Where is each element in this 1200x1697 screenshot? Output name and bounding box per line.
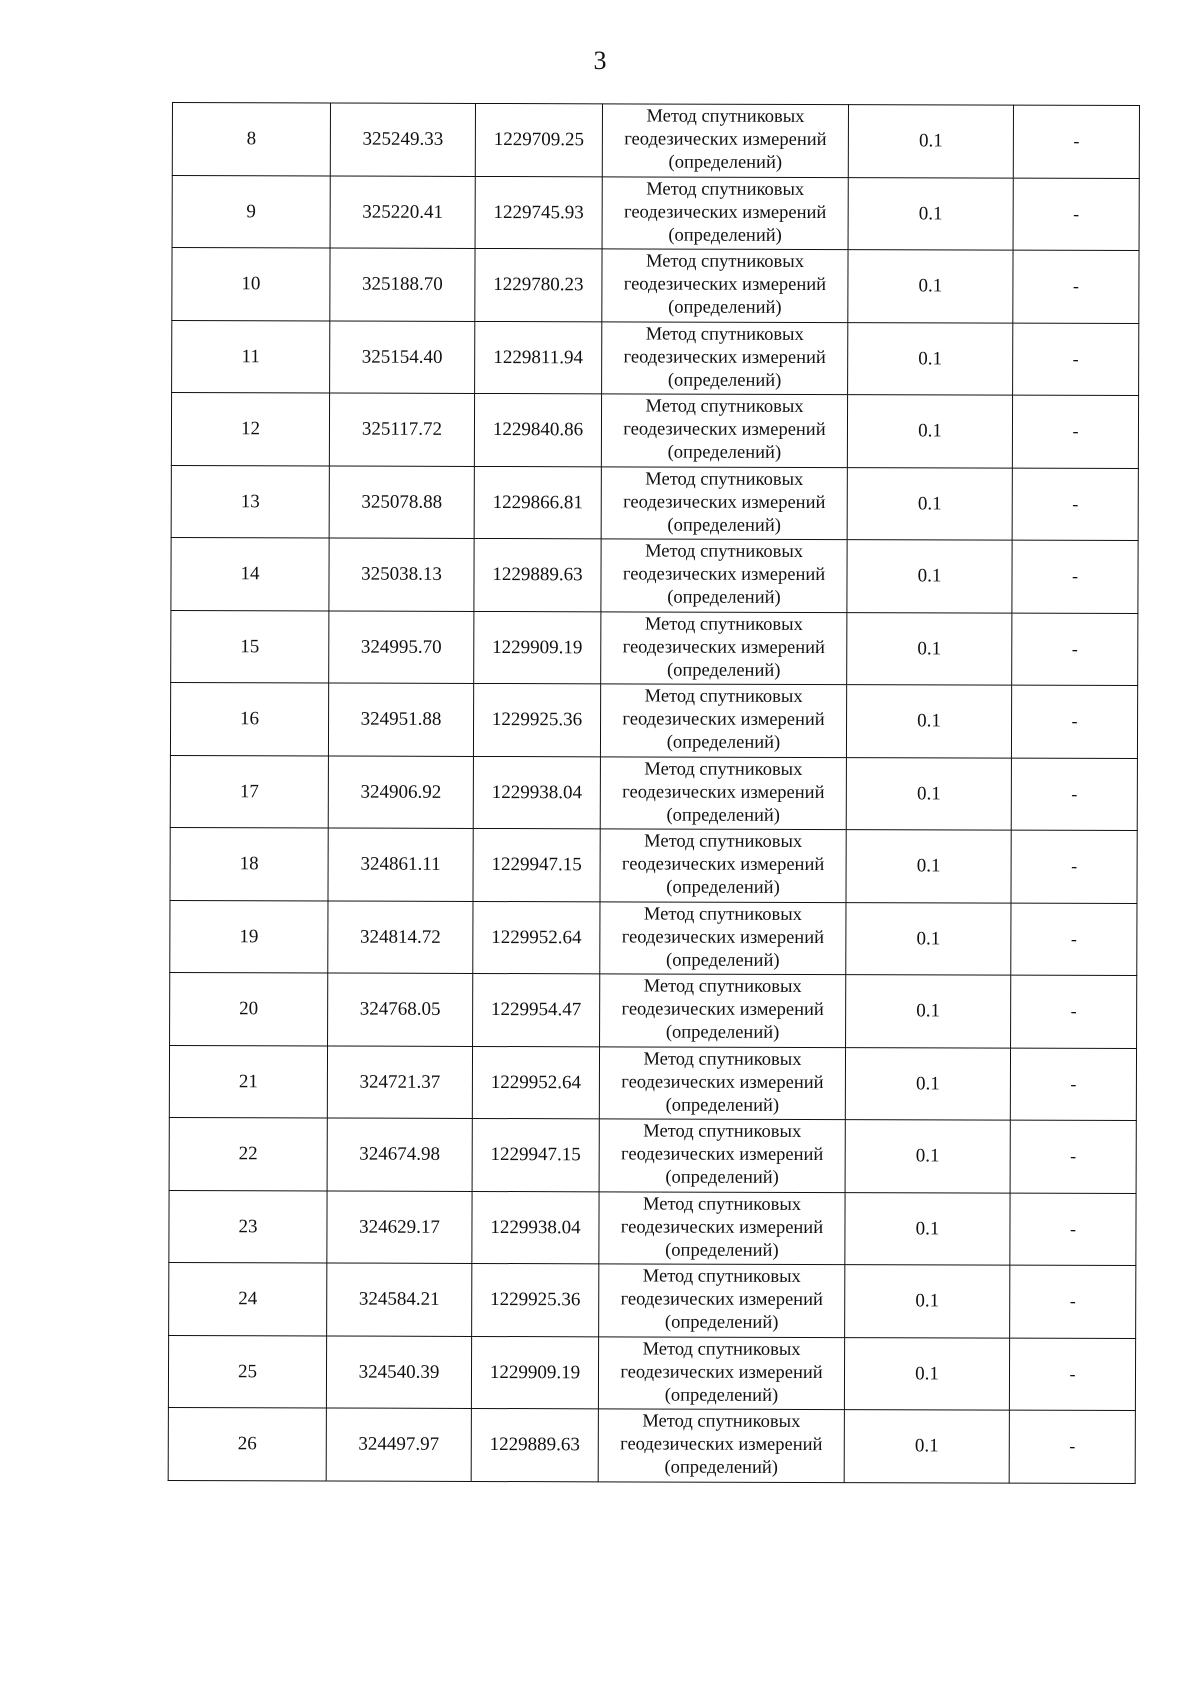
method-cell [600, 974, 846, 1047]
x-coordinate-cell: 325078.88 [329, 465, 474, 538]
y-coordinate-cell: 1229954.47 [473, 973, 600, 1046]
method-line: Метод спутниковых [643, 1121, 802, 1143]
method-cell [599, 1264, 845, 1337]
x-coordinate-cell: 324584.21 [327, 1263, 472, 1336]
table-row [169, 1045, 1136, 1121]
note-cell: - [1010, 1048, 1136, 1121]
x-coordinate-cell: 325249.33 [330, 103, 475, 176]
accuracy-cell: 0.1 [846, 757, 1011, 830]
note-cell: - [1012, 468, 1138, 541]
table-row [169, 1117, 1136, 1193]
note-cell: - [1011, 758, 1137, 831]
table-row [168, 1407, 1135, 1483]
method-line: (определений) [667, 515, 781, 536]
accuracy-cell: 0.1 [845, 1120, 1010, 1193]
method-line: Метод спутниковых [646, 179, 805, 200]
note-cell: - [1012, 395, 1138, 468]
accuracy-cell: 0.1 [848, 105, 1013, 178]
method-line: геодезических измерений [623, 347, 826, 368]
y-coordinate-cell: 1229909.19 [471, 1336, 598, 1409]
method-line: (определений) [666, 877, 780, 899]
point-number-cell: 25 [168, 1335, 326, 1408]
method-line: (определений) [665, 1095, 780, 1116]
method-cell [600, 901, 846, 974]
y-coordinate-cell: 1229745.93 [475, 176, 602, 249]
point-number-cell: 15 [171, 610, 329, 683]
table-row [170, 972, 1137, 1048]
x-coordinate-cell: 324497.97 [326, 1408, 471, 1481]
note-cell: - [1011, 903, 1137, 976]
page-number: 3 [593, 46, 607, 75]
point-number-cell: 14 [171, 537, 329, 610]
method-line: Метод спутниковых [645, 469, 804, 490]
method-cell [600, 684, 846, 757]
coordinates-table-container [168, 102, 1139, 1484]
accuracy-cell: 0.1 [846, 685, 1011, 758]
method-line: геодезических измерений [621, 854, 825, 876]
method-line: Метод спутниковых [642, 1339, 801, 1360]
method-line: (определений) [664, 1457, 778, 1479]
method-line: Метод спутниковых [645, 324, 804, 345]
method-cell [601, 394, 847, 467]
method-line: Метод спутниковых [644, 831, 803, 853]
table-body [168, 103, 1139, 1484]
method-cell [598, 1409, 844, 1482]
accuracy-cell: 0.1 [845, 1192, 1010, 1265]
method-line: Метод спутниковых [644, 614, 803, 635]
x-coordinate-cell: 325220.41 [330, 175, 475, 248]
table-row [171, 610, 1138, 686]
table-row [172, 320, 1139, 396]
method-line: (определений) [665, 1167, 779, 1189]
point-number-cell: 24 [169, 1262, 327, 1335]
note-cell: - [1011, 830, 1137, 903]
method-line: (определений) [668, 297, 782, 319]
table-row [172, 103, 1139, 179]
accuracy-cell: 0.1 [847, 395, 1012, 468]
method-line: (определений) [665, 1022, 780, 1044]
method-line: Метод спутниковых [645, 541, 804, 563]
method-line: геодезических измерений [620, 1434, 823, 1456]
accuracy-cell: 0.1 [844, 1410, 1009, 1483]
accuracy-cell: 0.1 [846, 830, 1011, 903]
table-row [171, 537, 1138, 613]
accuracy-cell: 0.1 [847, 467, 1012, 540]
y-coordinate-cell: 1229889.63 [474, 538, 601, 611]
method-line: (определений) [667, 370, 782, 391]
point-number-cell: 21 [169, 1045, 327, 1118]
table-row [171, 465, 1138, 541]
point-number-cell: 16 [170, 682, 328, 755]
point-number-cell: 23 [169, 1190, 327, 1263]
point-number-cell: 18 [170, 827, 328, 900]
method-line: геодезических измерений [623, 419, 826, 441]
point-number-cell: 11 [172, 320, 330, 393]
accuracy-cell: 0.1 [845, 1047, 1010, 1120]
method-line: (определений) [668, 152, 783, 174]
x-coordinate-cell: 324995.70 [329, 610, 474, 683]
method-line: Метод спутниковых [644, 759, 803, 780]
point-number-cell: 19 [170, 900, 328, 973]
point-number-cell: 26 [168, 1407, 326, 1480]
y-coordinate-cell: 1229780.23 [475, 248, 602, 321]
method-line: Метод спутниковых [643, 1049, 802, 1070]
method-line: геодезических измерений [621, 1144, 824, 1166]
method-line: Метод спутниковых [643, 904, 802, 925]
method-cell [601, 611, 847, 684]
y-coordinate-cell: 1229938.04 [473, 756, 600, 829]
accuracy-cell: 0.1 [848, 250, 1013, 323]
table-row [172, 175, 1139, 251]
method-line: геодезических измерений [620, 1289, 823, 1311]
table-row [168, 1335, 1135, 1411]
method-line: геодезических измерений [623, 492, 826, 513]
table-row [170, 682, 1137, 758]
x-coordinate-cell: 324721.37 [327, 1045, 472, 1118]
accuracy-cell: 0.1 [846, 902, 1011, 975]
note-cell: - [1011, 685, 1137, 758]
method-line: геодезических измерений [620, 1217, 824, 1238]
method-cell [599, 1119, 845, 1192]
y-coordinate-cell: 1229947.15 [472, 1118, 599, 1191]
x-coordinate-cell: 325188.70 [330, 248, 475, 321]
table-row [170, 900, 1137, 976]
method-line: геодезических измерений [622, 564, 826, 586]
note-cell: - [1013, 105, 1139, 178]
method-line: (определений) [667, 442, 782, 464]
point-number-cell: 22 [169, 1117, 327, 1190]
x-coordinate-cell: 324540.39 [326, 1335, 471, 1408]
method-line: геодезических измерений [623, 274, 827, 296]
method-cell [599, 1046, 845, 1119]
method-line: (определений) [666, 805, 781, 826]
method-line: геодезических измерений [621, 1072, 824, 1093]
method-line: Метод спутниковых [644, 686, 803, 708]
method-line: геодезических измерений [624, 129, 827, 151]
point-number-cell: 10 [172, 248, 330, 321]
method-line: (определений) [666, 660, 781, 681]
method-cell [600, 829, 846, 902]
method-line: (определений) [666, 950, 780, 971]
accuracy-cell: 0.1 [848, 322, 1013, 395]
method-line: Метод спутниковых [646, 106, 805, 128]
x-coordinate-cell: 324674.98 [327, 1118, 472, 1191]
method-cell [599, 1191, 845, 1264]
coordinates-table [168, 102, 1140, 1484]
method-line: (определений) [665, 1240, 779, 1261]
point-number-cell: 12 [171, 393, 329, 466]
note-cell: - [1009, 1410, 1135, 1483]
y-coordinate-cell: 1229840.86 [474, 393, 601, 466]
y-coordinate-cell: 1229938.04 [472, 1191, 599, 1264]
x-coordinate-cell: 325038.13 [329, 538, 474, 611]
note-cell: - [1010, 1120, 1136, 1193]
point-number-cell: 13 [171, 465, 329, 538]
accuracy-cell: 0.1 [844, 1337, 1009, 1410]
y-coordinate-cell: 1229709.25 [475, 103, 602, 176]
method-line: Метод спутниковых [642, 1411, 801, 1433]
note-cell: - [1010, 1265, 1136, 1338]
y-coordinate-cell: 1229925.36 [473, 683, 600, 756]
x-coordinate-cell: 324951.88 [328, 683, 473, 756]
x-coordinate-cell: 324629.17 [327, 1190, 472, 1263]
x-coordinate-cell: 325154.40 [330, 320, 475, 393]
table-row [172, 248, 1139, 324]
y-coordinate-cell: 1229909.19 [474, 611, 601, 684]
note-cell: - [1013, 250, 1139, 323]
method-cell [602, 104, 848, 177]
accuracy-cell: 0.1 [846, 975, 1011, 1048]
method-line: (определений) [666, 732, 781, 754]
method-line: (определений) [664, 1312, 779, 1334]
table-row [169, 1190, 1136, 1266]
x-coordinate-cell: 324814.72 [328, 900, 473, 973]
table-row [170, 755, 1137, 831]
y-coordinate-cell: 1229811.94 [475, 321, 602, 394]
point-number-cell: 9 [172, 175, 330, 248]
x-coordinate-cell: 324861.11 [328, 828, 473, 901]
accuracy-cell: 0.1 [848, 177, 1013, 250]
method-line: геодезических измерений [620, 1362, 823, 1383]
table-row [170, 827, 1137, 903]
note-cell: - [1012, 540, 1138, 613]
y-coordinate-cell: 1229947.15 [473, 828, 600, 901]
table-row [171, 393, 1138, 469]
y-coordinate-cell: 1229866.81 [474, 466, 601, 539]
method-cell [602, 176, 848, 249]
point-number-cell: 17 [170, 755, 328, 828]
y-coordinate-cell: 1229889.63 [471, 1408, 598, 1481]
method-cell [601, 466, 847, 539]
y-coordinate-cell: 1229952.64 [473, 901, 600, 974]
method-line: геодезических измерений [623, 202, 827, 223]
x-coordinate-cell: 324768.05 [328, 973, 473, 1046]
method-line: геодезических измерений [622, 782, 825, 803]
method-line: геодезических измерений [621, 999, 824, 1021]
point-number-cell: 20 [170, 972, 328, 1045]
note-cell: - [1013, 323, 1139, 396]
method-cell [598, 1336, 844, 1409]
method-line: (определений) [667, 587, 781, 609]
accuracy-cell: 0.1 [847, 540, 1012, 613]
note-cell: - [1009, 1338, 1135, 1411]
point-number-cell: 8 [172, 103, 330, 176]
note-cell: - [1011, 975, 1137, 1048]
method-line: геодезических измерений [621, 927, 825, 948]
accuracy-cell: 0.1 [845, 1265, 1010, 1338]
method-cell [600, 756, 846, 829]
method-line: Метод спутниковых [642, 1266, 801, 1288]
method-line: Метод спутниковых [645, 396, 804, 418]
method-line: геодезических измерений [622, 709, 825, 731]
method-cell [602, 321, 848, 394]
accuracy-cell: 0.1 [847, 612, 1012, 685]
x-coordinate-cell: 325117.72 [329, 393, 474, 466]
x-coordinate-cell: 324906.92 [328, 755, 473, 828]
y-coordinate-cell: 1229925.36 [472, 1263, 599, 1336]
note-cell: - [1012, 613, 1138, 686]
method-line: Метод спутниковых [643, 1194, 802, 1215]
method-line: геодезических измерений [622, 637, 825, 658]
note-cell: - [1013, 178, 1139, 251]
y-coordinate-cell: 1229952.64 [472, 1046, 599, 1119]
method-cell [602, 249, 848, 322]
table-row [169, 1262, 1136, 1338]
note-cell: - [1010, 1193, 1136, 1266]
method-line: Метод спутниковых [645, 251, 805, 273]
method-cell [601, 539, 847, 612]
method-line: (определений) [664, 1385, 779, 1406]
method-line: Метод спутниковых [643, 976, 802, 998]
method-line: (определений) [668, 225, 782, 246]
